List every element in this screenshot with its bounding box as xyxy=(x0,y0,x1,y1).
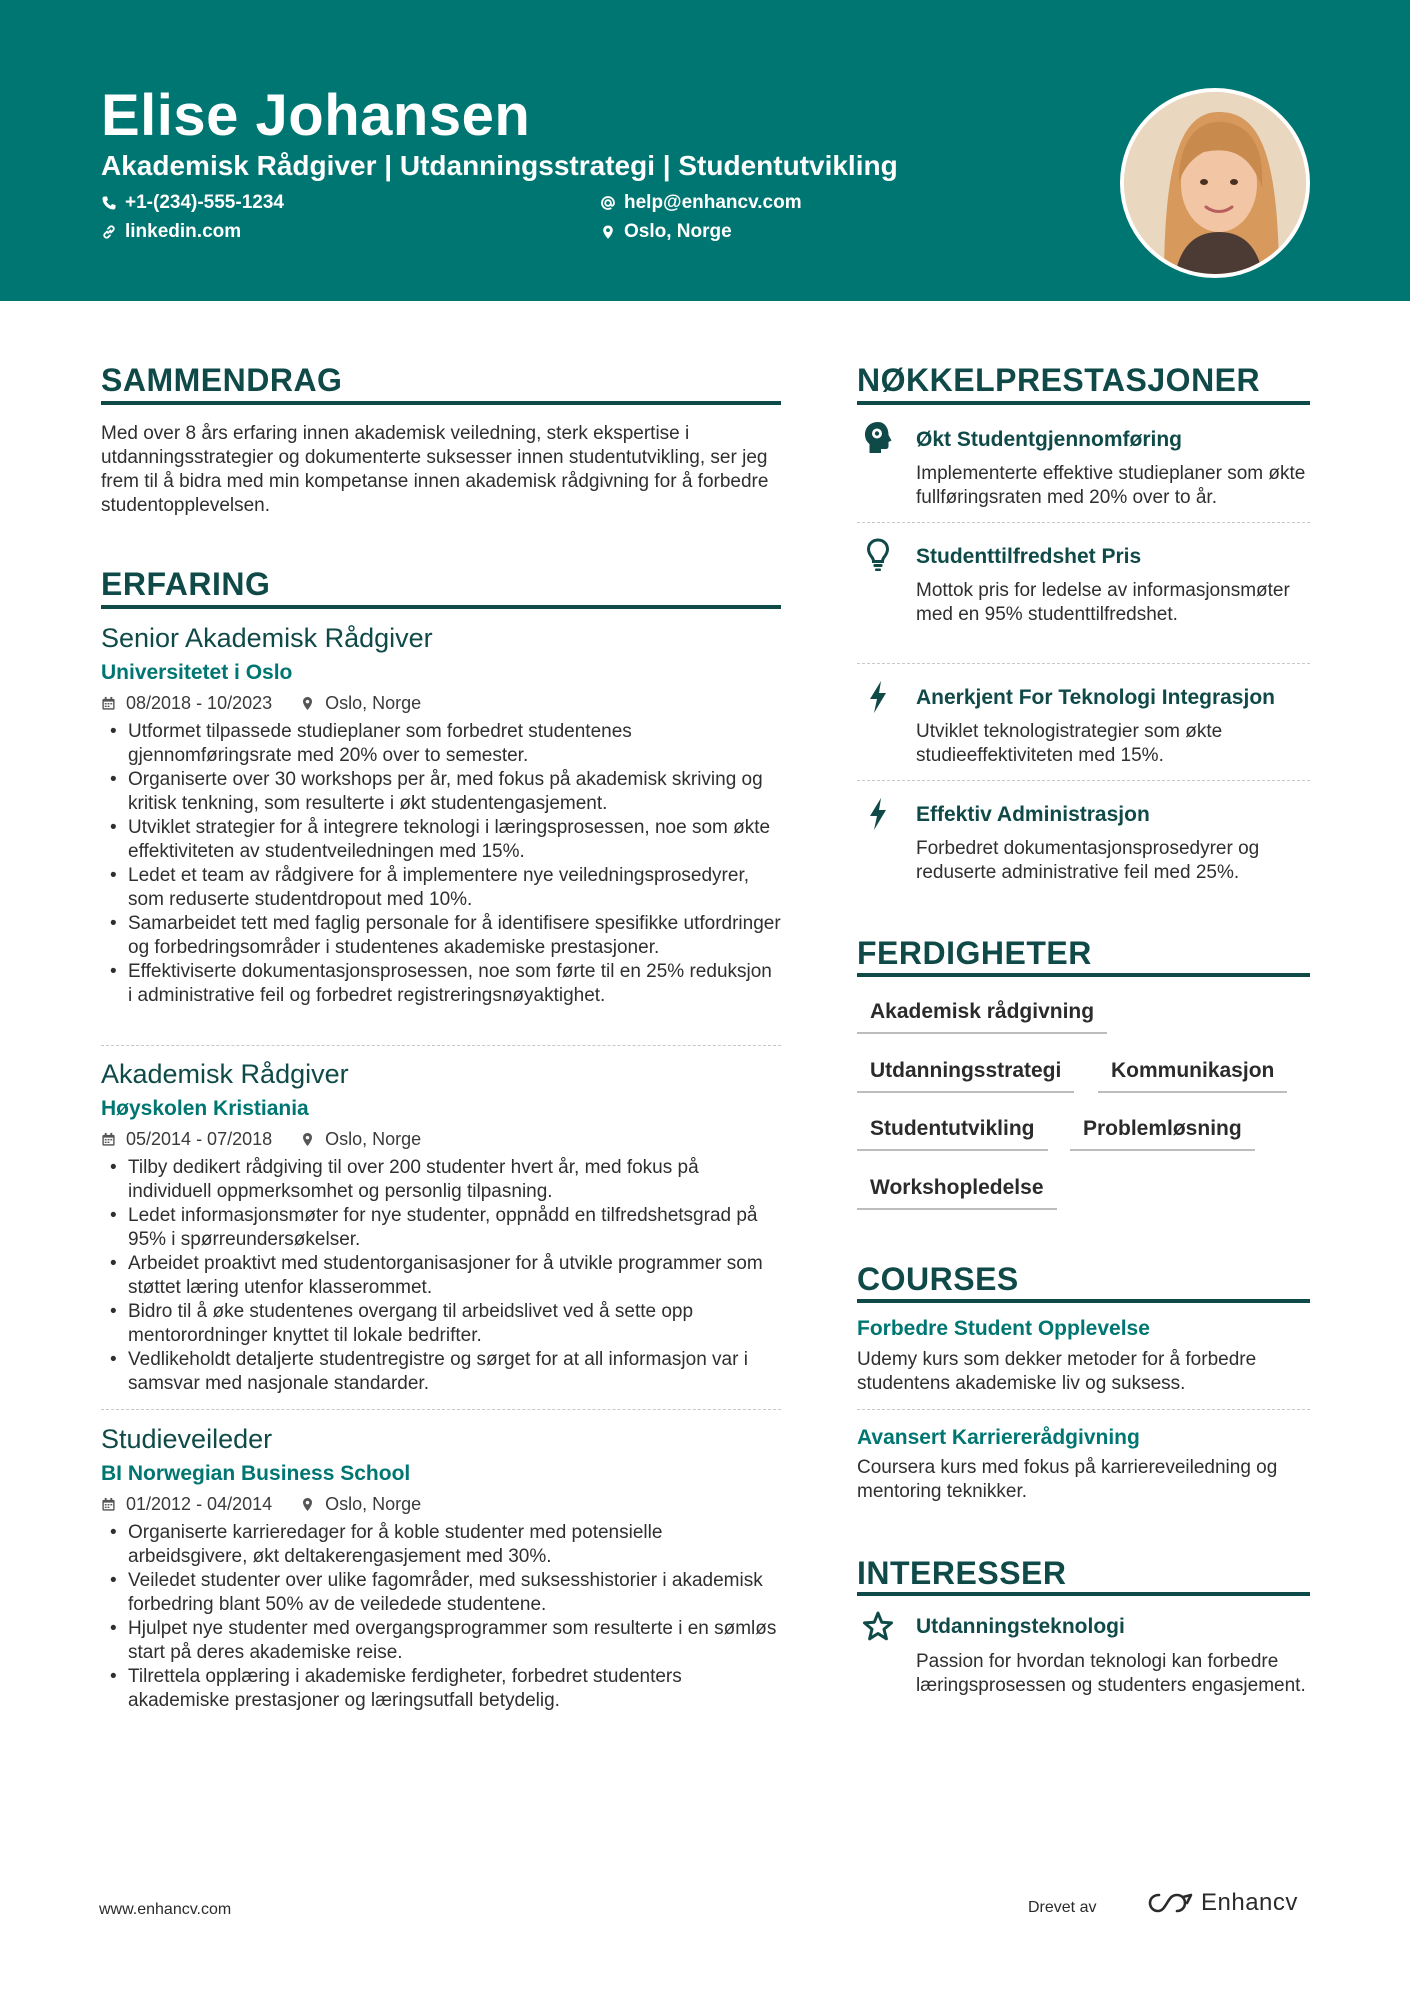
star-icon xyxy=(862,1609,894,1645)
location-pin-icon xyxy=(300,1132,315,1147)
achievement-title: Anerkjent For Teknologi Integrasjon xyxy=(916,686,1275,709)
location-pin-icon xyxy=(600,224,616,240)
achievement-separator xyxy=(857,522,1310,523)
phone-icon xyxy=(101,195,117,211)
profile-photo-illustration xyxy=(1124,92,1310,278)
achievement-desc: Utviklet teknologistrategier som økte studieeffektiviteten med 15%. xyxy=(916,721,1223,766)
bullet-item: • Utviklet strategier for å integrere teknologi i læringsprosessen, noe som økte effektiviteten av studentveiledningen med 15%. xyxy=(101,816,781,864)
job-dates: 08/2018 - 10/2023 xyxy=(126,693,273,713)
job-title: Senior Akademisk Rådgiver xyxy=(101,623,433,653)
experience-divider xyxy=(101,605,781,609)
footer-powered-by: Drevet av xyxy=(1028,1899,1097,1916)
bullet-item: • Hjulpet nye studenter med overgangsprogrammer som resulterte i en sømløs start på deres akademiske reise. xyxy=(101,1617,781,1665)
bullet-item: • Arbeidet proaktivt med studentorganisasjoner for å utvikle programmer som støttet læring utenfor klasserommet. xyxy=(101,1252,781,1300)
achievement-desc: Implementerte effektive studieplaner som økte fullføringsraten med 20% over to år. xyxy=(916,463,1306,508)
skill-tag: Studentutvikling xyxy=(857,1117,1048,1151)
job-bullets xyxy=(101,1156,781,1396)
skill-tag: Workshopledelse xyxy=(857,1176,1057,1210)
job-title: Akademisk Rådgiver xyxy=(101,1059,349,1089)
email-text: help@enhancv.com xyxy=(624,192,802,213)
interests-heading: INTERESSER xyxy=(857,1555,1067,1591)
bullet-item: • Veiledet studenter over ulike fagområder, med suksesshistorier i akademisk forbedring blant 50% av de veiledede studentene. xyxy=(101,1569,781,1617)
job-meta xyxy=(101,1494,421,1515)
summary-divider xyxy=(101,401,781,405)
skill-tag: Utdanningsstrategi xyxy=(857,1059,1074,1093)
profile-photo xyxy=(1120,88,1310,278)
interest-title: Utdanningsteknologi xyxy=(916,1615,1125,1638)
contact-linkedin[interactable] xyxy=(101,221,241,243)
job-company: Universitetet i Oslo xyxy=(101,661,293,684)
experience-heading: ERFARING xyxy=(101,566,271,602)
contact-phone[interactable] xyxy=(101,192,284,214)
enhancv-logo[interactable] xyxy=(1147,1889,1298,1917)
job-title: Studieveileder xyxy=(101,1424,273,1454)
job-location: Oslo, Norge xyxy=(325,1494,422,1514)
job-location: Oslo, Norge xyxy=(325,1129,422,1149)
calendar-icon xyxy=(101,696,116,711)
job-separator xyxy=(101,1409,781,1410)
bullet-item: • Tilrettela opplæring i akademiske ferdigheter, forbedret studenters akademiske prestasjoner og læringsutfall betydelig. xyxy=(101,1665,781,1713)
achievements-heading: NØKKELPRESTASJONER xyxy=(857,362,1261,398)
lightning-icon xyxy=(862,679,894,715)
job-bullets xyxy=(101,720,781,1008)
achievement-title: Økt Studentgjennomføring xyxy=(916,428,1182,451)
job-company: Høyskolen Kristiania xyxy=(101,1097,309,1120)
interest-desc: Passion for hvordan teknologi kan forbedre læringsprosessen og studenters engasjement. xyxy=(916,1651,1306,1696)
candidate-headline: Akademisk Rådgiver | Utdanningsstrategi | Studentutvikling xyxy=(101,150,898,181)
job-company: BI Norwegian Business School xyxy=(101,1462,411,1485)
course-separator xyxy=(857,1409,1310,1410)
candidate-name: Elise Johansen xyxy=(101,83,531,148)
calendar-icon xyxy=(101,1132,116,1147)
bullet-item: • Ledet et team av rådgivere for å implementere nye veiledningsprosedyrer, som reduserte studentdropout med 10%. xyxy=(101,864,781,912)
location-text: Oslo, Norge xyxy=(624,221,732,242)
job-bullets xyxy=(101,1521,781,1713)
summary-heading: SAMMENDRAG xyxy=(101,362,343,398)
summary-text: Med over 8 års erfaring innen akademisk veiledning, sterk ekspertise i utdanningsstrategier og dokumenterte suksesser innen studentutvikling, ser jeg frem til å bidra med min kompetanse innen akademisk rådgivning for å forbedre studentopplevelsen. xyxy=(101,423,769,516)
job-dates: 01/2012 - 04/2014 xyxy=(126,1494,273,1514)
skill-tag: Akademisk rådgivning xyxy=(857,1000,1107,1034)
bullet-item: • Organiserte karrieredager for å koble studenter med potensielle arbeidsgivere, økt deltakerengasjement med 30%. xyxy=(101,1521,781,1569)
course-desc: Udemy kurs som dekker metoder for å forbedre studentens akademiske liv og suksess. xyxy=(857,1349,1257,1394)
achievement-desc: Mottok pris for ledelse av informasjonsmøter med en 95% studenttilfredshet. xyxy=(916,580,1290,625)
bullet-item: • Tilby dedikert rådgiving til over 200 studenter hvert år, med fokus på individuell oppmerksomhet og personlig tilpasning. xyxy=(101,1156,781,1204)
bullet-item: • Samarbeidet tett med faglig personale for å identifisere spesifikke utfordringer og forbedringsområder i studentenes akademiske prestasjoner. xyxy=(101,912,781,960)
courses-heading: COURSES xyxy=(857,1261,1019,1297)
bullet-item: • Effektiviserte dokumentasjonsprosessen, noe som førte til en 25% reduksjon i administrative feil og forbedret registreringsnøyaktighet. xyxy=(101,960,781,1008)
lightning-icon xyxy=(862,796,894,832)
bullet-item: • Bidro til å øke studentenes overgang til arbeidslivet ved å sette opp mentorordninger knyttet til lokale bedrifter. xyxy=(101,1300,781,1348)
footer-url[interactable]: www.enhancv.com xyxy=(99,1901,232,1918)
job-location: Oslo, Norge xyxy=(325,693,422,713)
bullet-item: • Vedlikeholdt detaljerte studentregistre og sørget for at all informasjon var i samsvar med nasjonale standarder. xyxy=(101,1348,781,1396)
course-title: Forbedre Student Opplevelse xyxy=(857,1317,1150,1340)
phone-text: +1-(234)-555-1234 xyxy=(125,192,284,213)
job-dates: 05/2014 - 07/2018 xyxy=(126,1129,273,1149)
head-icon xyxy=(862,420,894,456)
course-desc: Coursera kurs med fokus på karriereveiledning og mentoring teknikker. xyxy=(857,1457,1278,1502)
skills-divider xyxy=(857,973,1310,977)
achievement-separator xyxy=(857,663,1310,664)
achievements-divider xyxy=(857,401,1310,405)
lightbulb-icon xyxy=(862,537,894,573)
achievement-title: Studenttilfredshet Pris xyxy=(916,545,1142,568)
contact-email[interactable] xyxy=(600,192,802,214)
enhancv-logo-icon xyxy=(1147,1891,1193,1915)
linkedin-text: linkedin.com xyxy=(125,221,242,242)
calendar-icon xyxy=(101,1497,116,1512)
link-icon xyxy=(101,224,117,240)
achievement-title: Effektiv Administrasjon xyxy=(916,803,1150,826)
at-icon xyxy=(600,195,616,211)
header-banner xyxy=(0,0,1410,301)
location-pin-icon xyxy=(300,696,315,711)
bullet-item: • Utformet tilpassede studieplaner som forbedret studentenes gjennomføringsrate med 20% over to semester. xyxy=(101,720,781,768)
job-meta xyxy=(101,693,421,714)
achievement-separator xyxy=(857,780,1310,781)
achievement-desc: Forbedret dokumentasjonsprosedyrer og reduserte administrative feil med 25%. xyxy=(916,838,1260,883)
contact-location xyxy=(600,221,732,243)
enhancv-brand-text: Enhancv xyxy=(1201,1889,1298,1916)
skill-tag: Kommunikasjon xyxy=(1098,1059,1287,1093)
location-pin-icon xyxy=(300,1497,315,1512)
interests-divider xyxy=(857,1592,1310,1596)
job-separator xyxy=(101,1045,781,1046)
bullet-item: • Ledet informasjonsmøter for nye studenter, oppnådd en tilfredshetsgrad på 95% i spørreundersøkelser. xyxy=(101,1204,781,1252)
course-title: Avansert Karriererådgivning xyxy=(857,1426,1140,1449)
courses-divider xyxy=(857,1299,1310,1303)
job-meta xyxy=(101,1129,421,1150)
bullet-item: • Organiserte over 30 workshops per år, med fokus på akademisk skriving og kritisk tenkning, som resulterte i økt studentengasjement. xyxy=(101,768,781,816)
skill-tag: Problemløsning xyxy=(1070,1117,1255,1151)
skills-heading: FERDIGHETER xyxy=(857,935,1092,971)
